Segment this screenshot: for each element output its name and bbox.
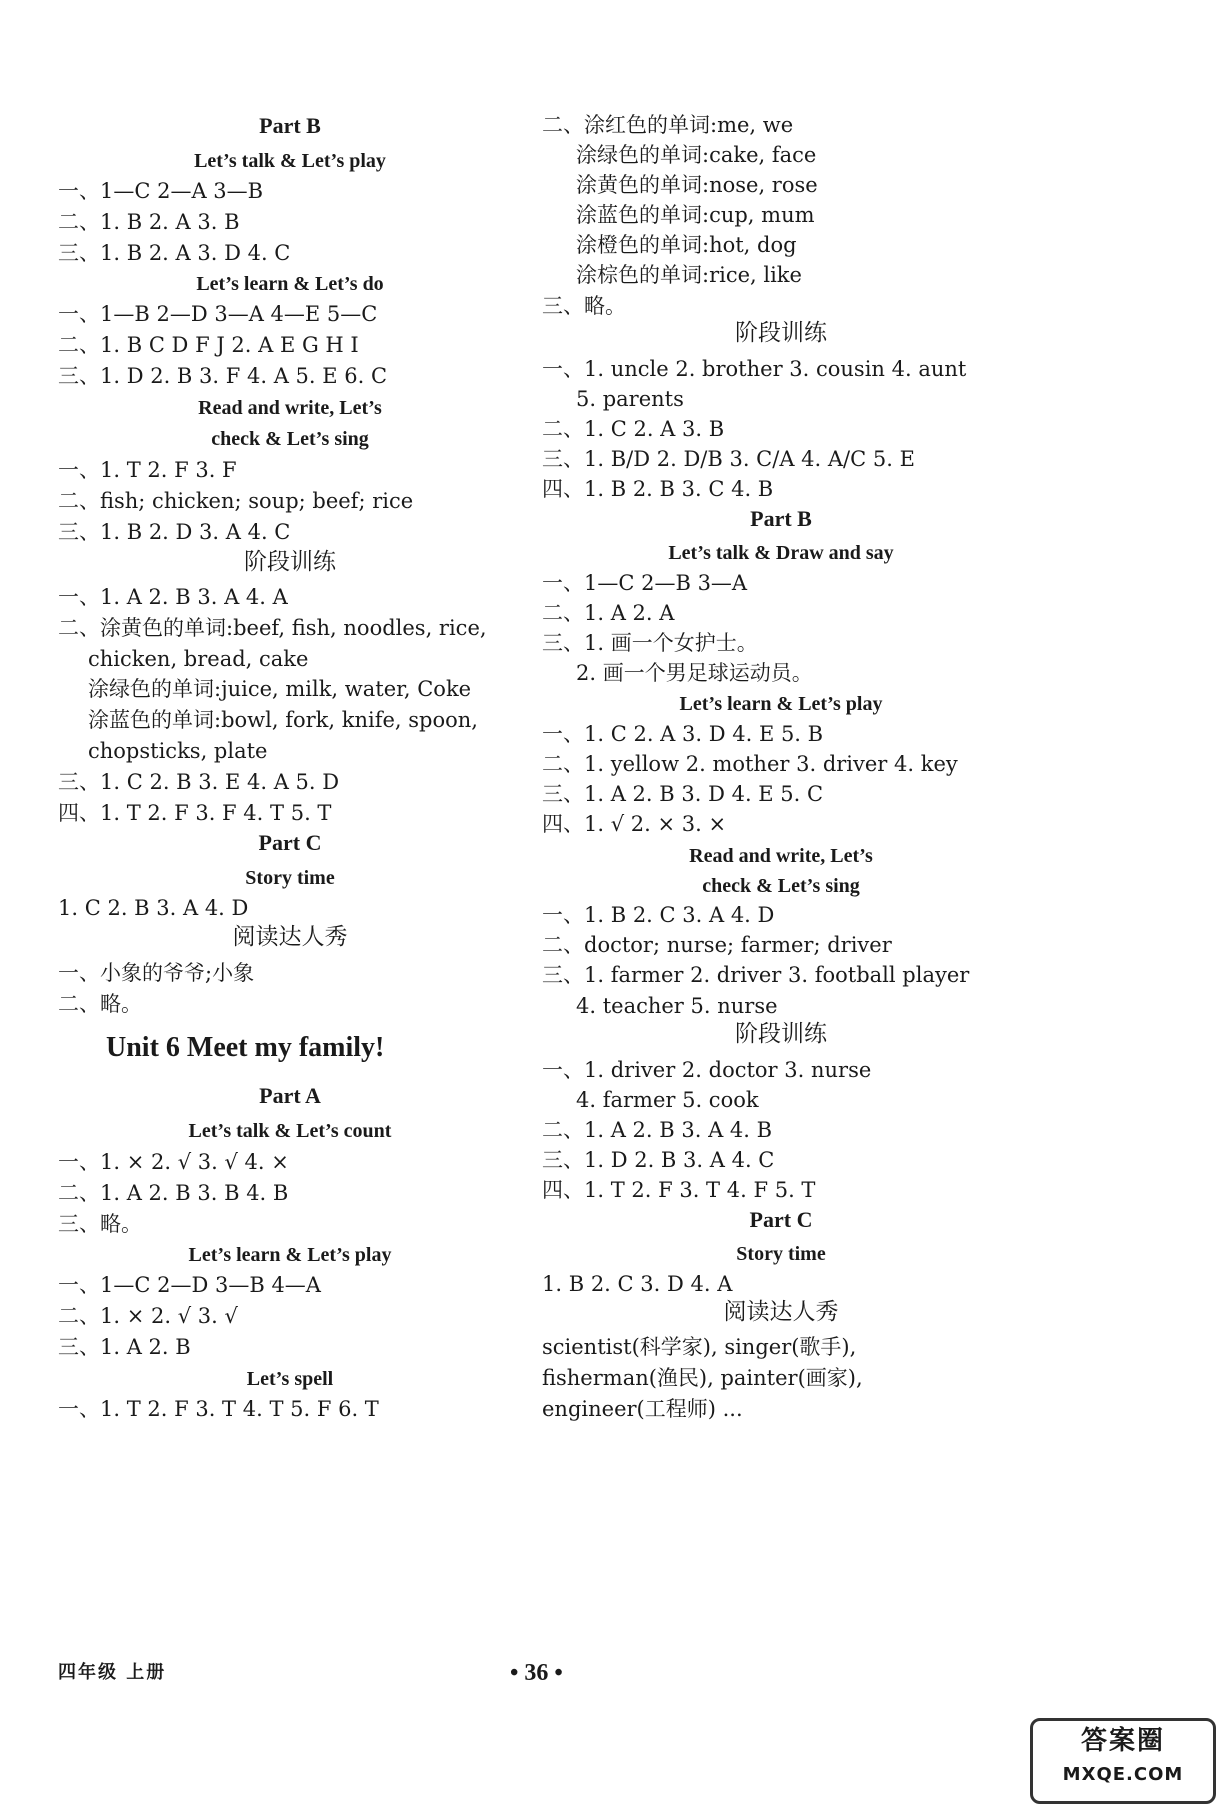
answer-line: fisherman(渔民), painter(画家),: [542, 1366, 863, 1390]
answer-line: 一、1—C 2—D 3—B 4—A: [58, 1273, 321, 1297]
answer-line: 二、fish; chicken; soup; beef; rice: [58, 489, 414, 513]
lets-learn-play-heading: Let’s learn & Let’s play: [679, 693, 883, 715]
watermark-logo: [1030, 1718, 1216, 1804]
answer-line: 三、1. farmer 2. driver 3. football player: [542, 963, 970, 987]
answer-line: 4. farmer 5. cook: [576, 1088, 759, 1112]
answer-line: 涂绿色的单词:cake, face: [576, 143, 817, 167]
part-b-heading: Part B: [750, 506, 812, 531]
answer-line: 三、1. B/D 2. D/B 3. C/A 4. A/C 5. E: [542, 447, 915, 471]
lets-talk-play-heading: Let’s talk & Let’s play: [194, 150, 386, 172]
answer-line: 一、1. B 2. C 3. A 4. D: [542, 903, 775, 927]
answer-line: 涂棕色的单词:rice, like: [576, 263, 802, 287]
watermark-bottom-text: MXQE.COM: [1062, 1764, 1184, 1785]
story-time-heading: Story time: [245, 867, 335, 889]
answer-line: 2. 画一个男足球运动员。: [576, 661, 813, 685]
answer-line: 二、1. A 2. A: [542, 601, 675, 625]
page-number: • 36 •: [510, 1660, 563, 1686]
answer-line: 二、1. C 2. A 3. B: [542, 417, 725, 441]
answer-line: 二、1. B 2. A 3. B: [58, 210, 240, 234]
answer-line: 三、略。: [58, 1212, 142, 1236]
answer-line: 二、涂黄色的单词:beef, fish, noodles, rice,: [58, 616, 487, 640]
answer-line: 一、1. T 2. F 3. F: [58, 458, 237, 482]
answer-line: engineer(工程师) ...: [542, 1397, 743, 1421]
part-a-heading: Part A: [259, 1083, 321, 1108]
stage-training-heading: 阶段训练: [244, 549, 336, 575]
answer-line: 涂橙色的单词:hot, dog: [576, 233, 797, 257]
read-write-heading: Read and write, Let’s: [689, 845, 873, 867]
answer-line: 1. C 2. B 3. A 4. D: [58, 896, 249, 920]
answer-line: 四、1. √ 2. × 3. ×: [542, 812, 727, 836]
answer-line: 一、1. C 2. A 3. D 4. E 5. B: [542, 722, 824, 746]
grade-label: 四年级 上册: [58, 1662, 167, 1683]
answer-line: scientist(科学家), singer(歌手),: [542, 1335, 857, 1359]
story-time-heading: Story time: [736, 1243, 826, 1265]
part-c-heading: Part C: [258, 830, 322, 855]
lets-talk-draw-heading: Let’s talk & Draw and say: [668, 542, 894, 564]
unit-title: Unit 6 Meet my family!: [106, 1032, 385, 1063]
answer-line: 一、1. A 2. B 3. A 4. A: [58, 585, 288, 609]
lets-learn-play-heading: Let’s learn & Let’s play: [188, 1244, 392, 1266]
answer-line: 二、1. A 2. B 3. A 4. B: [542, 1118, 773, 1142]
stage-training-heading: 阶段训练: [735, 1021, 827, 1047]
answer-line: 一、1. T 2. F 3. T 4. T 5. F 6. T: [58, 1397, 379, 1421]
lets-learn-do-heading: Let’s learn & Let’s do: [196, 273, 384, 295]
answer-line: 三、1. D 2. B 3. F 4. A 5. E 6. C: [58, 364, 388, 388]
answer-line: 三、1. A 2. B 3. D 4. E 5. C: [542, 782, 824, 806]
answer-line: 二、1. B C D F J 2. A E G H I: [58, 333, 359, 357]
answer-line: 二、1. A 2. B 3. B 4. B: [58, 1181, 289, 1205]
answer-line: 三、1. 画一个女护士。: [542, 631, 758, 655]
answer-line: 一、1—B 2—D 3—A 4—E 5—C: [58, 302, 378, 326]
answer-line: 四、1. T 2. F 3. F 4. T 5. T: [58, 801, 332, 825]
reading-show-heading: 阅读达人秀: [723, 1299, 839, 1325]
answer-line: 涂黄色的单词:nose, rose: [576, 173, 818, 197]
answer-line: 一、1—C 2—A 3—B: [58, 179, 264, 203]
lets-talk-count-heading: Let’s talk & Let’s count: [188, 1120, 392, 1142]
answer-line: 涂蓝色的单词:bowl, fork, knife, spoon,: [88, 708, 478, 732]
answer-line: 涂蓝色的单词:cup, mum: [576, 203, 815, 227]
answer-line: 涂绿色的单词:juice, milk, water, Coke: [88, 677, 472, 701]
answer-line: 一、1—C 2—B 3—A: [542, 571, 748, 595]
answer-line: 二、1. × 2. √ 3. √: [58, 1304, 238, 1328]
answer-line: 二、doctor; nurse; farmer; driver: [542, 933, 892, 957]
answer-line: 二、1. yellow 2. mother 3. driver 4. key: [542, 752, 958, 776]
answer-line: 一、1. uncle 2. brother 3. cousin 4. aunt: [542, 357, 967, 381]
answer-line: 4. teacher 5. nurse: [576, 994, 778, 1018]
answer-line: 5. parents: [576, 387, 684, 411]
answer-line: 三、1. A 2. B: [58, 1335, 191, 1359]
answer-line: 三、略。: [542, 294, 626, 318]
reading-show-heading: 阅读达人秀: [232, 924, 348, 950]
answer-line: 三、1. B 2. D 3. A 4. C: [58, 520, 291, 544]
answer-line: chicken, bread, cake: [88, 647, 309, 671]
answer-line: 一、小象的爷爷;小象: [58, 961, 255, 985]
stage-training-heading: 阶段训练: [735, 320, 827, 346]
answer-line: 二、略。: [58, 992, 142, 1016]
answer-line: 三、1. C 2. B 3. E 4. A 5. D: [58, 770, 340, 794]
read-write-heading-2: check & Let’s sing: [702, 875, 860, 897]
read-write-heading: Read and write, Let’s: [198, 397, 382, 419]
answer-line: 一、1. driver 2. doctor 3. nurse: [542, 1058, 872, 1082]
answer-line: 1. B 2. C 3. D 4. A: [542, 1272, 733, 1296]
answer-line: 四、1. T 2. F 3. T 4. F 5. T: [542, 1178, 816, 1202]
watermark-top-text: 答案圈: [1080, 1726, 1165, 1756]
lets-spell-heading: Let’s spell: [246, 1368, 334, 1390]
answer-line: chopsticks, plate: [88, 739, 268, 763]
answer-line: 三、1. D 2. B 3. A 4. C: [542, 1148, 775, 1172]
part-c-heading: Part C: [749, 1207, 813, 1232]
answer-line: 一、1. × 2. √ 3. √ 4. ×: [58, 1150, 289, 1174]
answer-line: 二、涂红色的单词:me, we: [542, 113, 794, 137]
answer-line: 四、1. B 2. B 3. C 4. B: [542, 477, 774, 501]
read-write-heading-2: check & Let’s sing: [211, 428, 369, 450]
part-b-heading: Part B: [259, 113, 321, 138]
answer-line: 三、1. B 2. A 3. D 4. C: [58, 241, 291, 265]
